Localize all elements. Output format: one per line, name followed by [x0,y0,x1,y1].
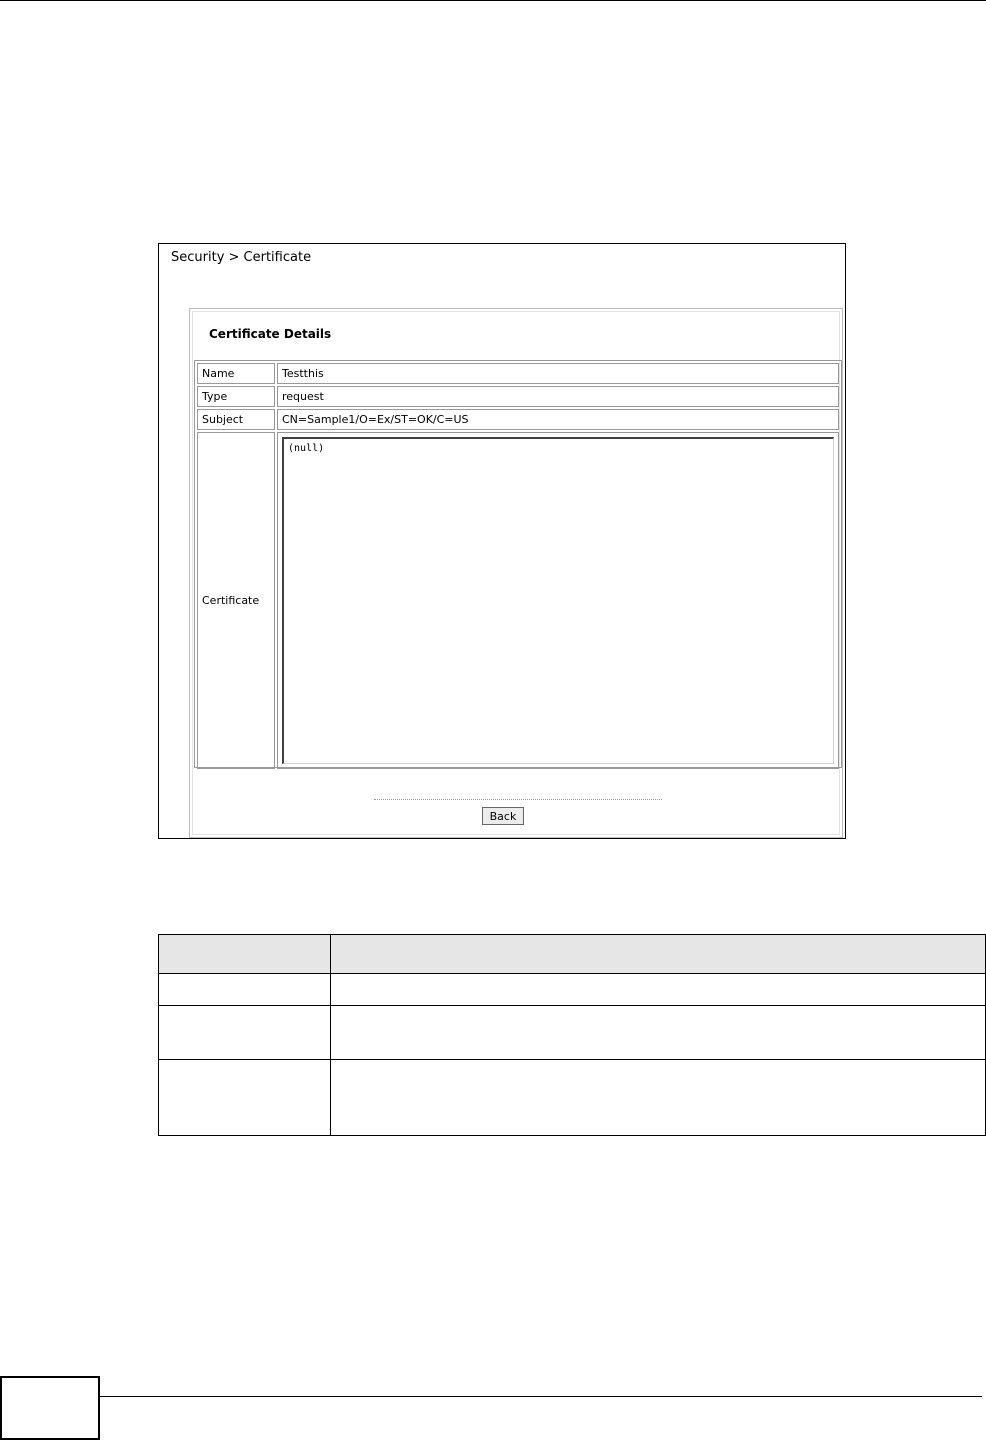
certificate-cell [277,432,839,769]
row-divider-1 [159,1005,985,1006]
top-rule [0,0,986,1]
type-label: Type [197,386,275,407]
name-label: Name [197,363,275,384]
name-value: Testthis [277,363,839,384]
page-number-box [0,1376,100,1440]
description-table [158,934,986,1136]
column-divider [330,935,331,1135]
certificate-details-panel [189,308,843,838]
details-table [194,360,842,768]
subject-label: Subject [197,409,275,430]
row-certificate [197,432,839,769]
dotted-separator [374,799,662,800]
certificate-textarea[interactable]: (null) [282,437,834,764]
type-value: request [277,386,839,407]
row-divider-2 [159,1059,985,1060]
panel-title: Certificate Details [209,327,332,341]
row-subject [197,409,839,430]
breadcrumb: Security > Certificate [171,250,312,265]
certificate-label: Certificate [197,432,275,769]
back-button[interactable]: Back [482,807,524,825]
row-name [197,363,839,384]
subject-value: CN=Sample1/O=Ex/ST=OK/C=US [277,409,839,430]
description-table-header [159,935,985,974]
footer-rule [100,1396,982,1397]
row-type [197,386,839,407]
certificate-screenshot [158,243,846,839]
